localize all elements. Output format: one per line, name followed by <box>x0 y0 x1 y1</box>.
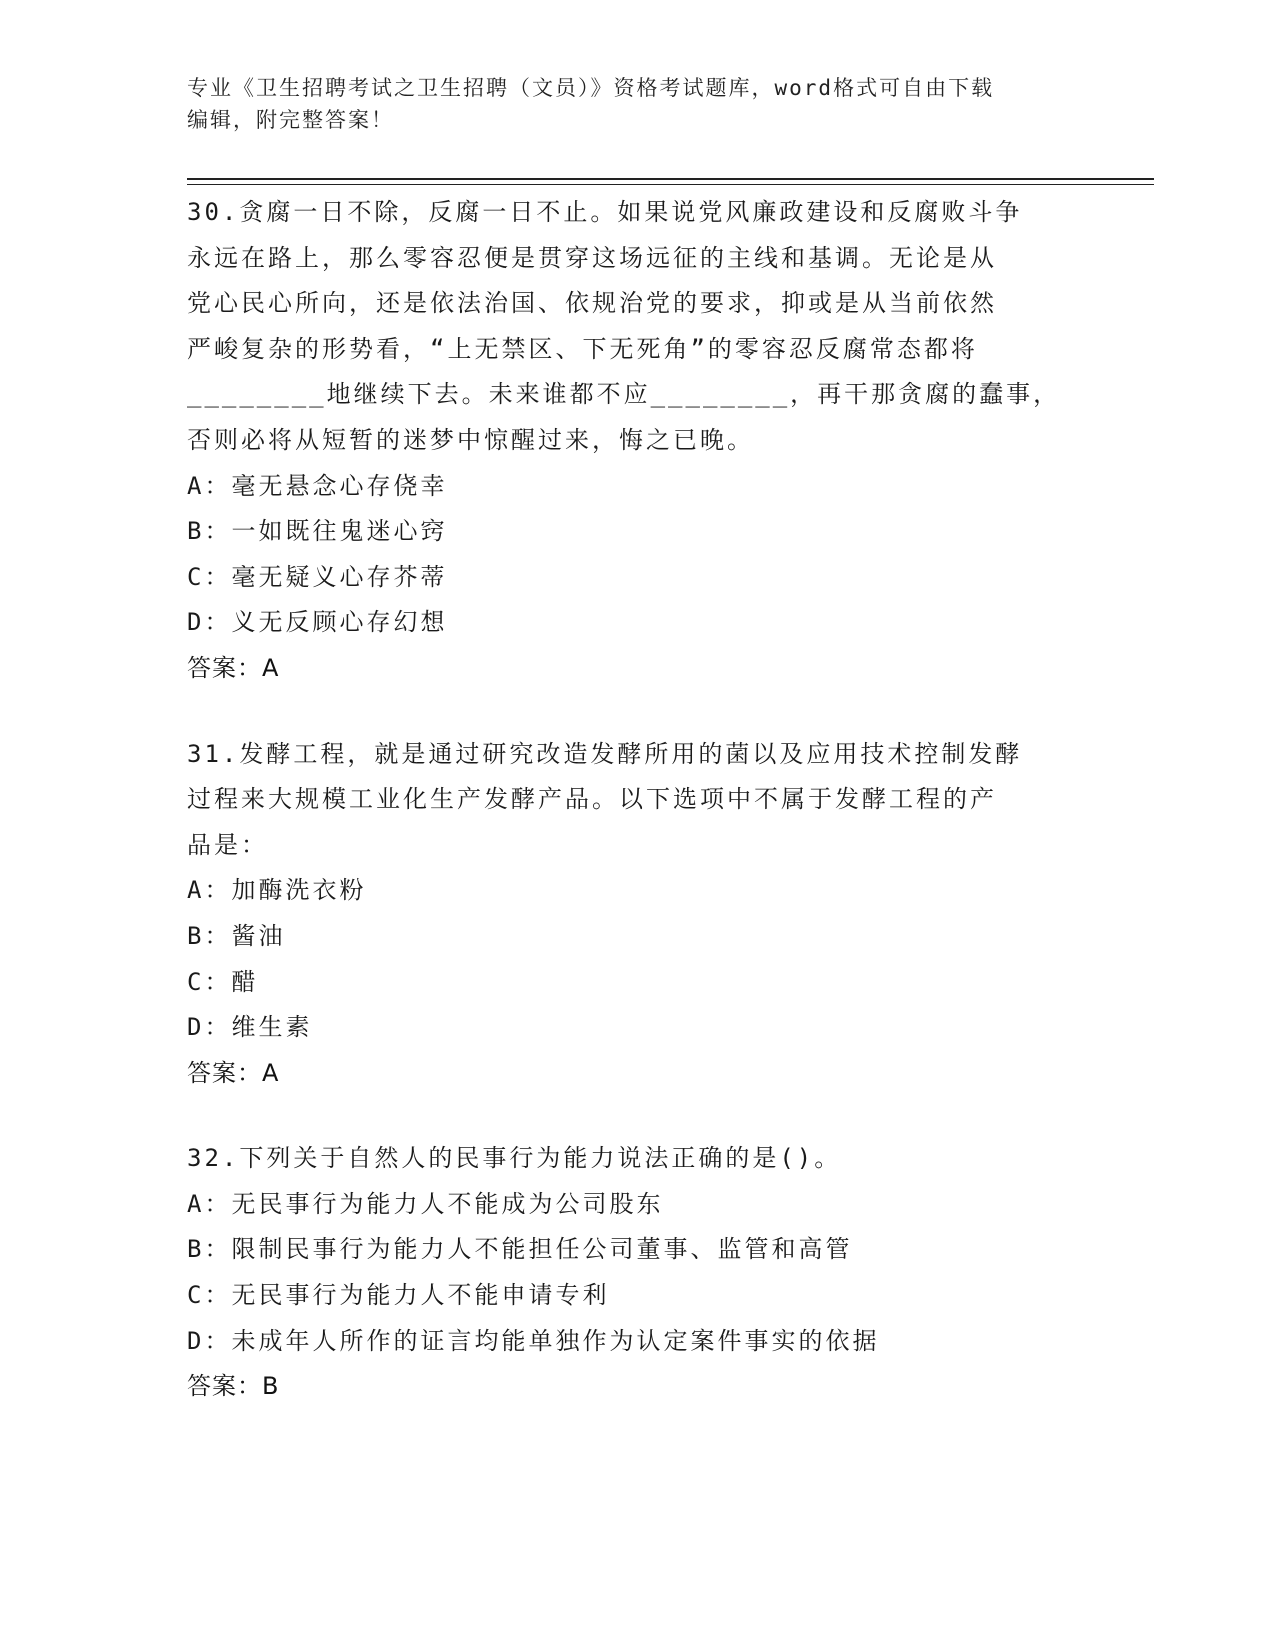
answer-label: 答案：B <box>187 1372 280 1401</box>
option-a: A：毫无悬念心存侥幸 <box>187 471 448 500</box>
option-a: A：无民事行为能力人不能成为公司股东 <box>187 1189 664 1218</box>
question-30 <box>187 190 1087 692</box>
question-stem-line: 31.发酵工程，就是通过研究改造发酵所用的菌以及应用技术控制发酵 <box>187 739 1023 768</box>
answer-label: 答案：A <box>187 1058 280 1087</box>
option-b: B：一如既往鬼迷心窍 <box>187 517 448 546</box>
question-stem-line: 否则必将从短暂的迷梦中惊醒过来，悔之已晚。 <box>187 425 754 454</box>
option-d: D：义无反顾心存幻想 <box>187 608 448 637</box>
header-rule-thin <box>187 184 1154 185</box>
option-c: C：毫无疑义心存芥蒂 <box>187 562 448 591</box>
option-d: D：未成年人所作的证言均能单独作为认定案件事实的依据 <box>187 1326 880 1355</box>
option-d: D：维生素 <box>187 1013 313 1042</box>
question-stem-line: 党心民心所向，还是依法治国、依规治党的要求，抑或是从当前依然 <box>187 289 997 318</box>
question-stem-line: 严峻复杂的形势看，“上无禁区、下无死角”的零容忍反腐常态都将 <box>187 334 978 363</box>
option-c: C：无民事行为能力人不能申请专利 <box>187 1281 610 1310</box>
question-32 <box>187 1136 1087 1410</box>
header-line-2: 编辑，附完整答案！ <box>187 108 394 132</box>
question-stem-line: 30.贪腐一日不除，反腐一日不止。如果说党风廉政建设和反腐败斗争 <box>187 198 1023 226</box>
header-line-1: 专业《卫生招聘考试之卫生招聘（文员）》资格考试题库，word格式可自由下载 <box>187 76 995 100</box>
question-31 <box>187 732 1087 1097</box>
question-stem-line: 过程来大规模工业化生产发酵产品。以下选项中不属于发酵工程的产 <box>187 785 997 814</box>
option-c: C：醋 <box>187 967 259 996</box>
question-stem-line: ________地继续下去。未来谁都不应________，再干那贪腐的蠢事， <box>187 380 1061 409</box>
answer-label: 答案：A <box>187 653 280 682</box>
option-a: A：加酶洗衣粉 <box>187 876 367 905</box>
document-header <box>187 72 1087 136</box>
question-list <box>187 190 1087 1450</box>
header-rule-thick <box>187 178 1154 180</box>
option-b: B：酱油 <box>187 921 286 950</box>
question-stem-line: 品是： <box>187 830 268 859</box>
option-b: B：限制民事行为能力人不能担任公司董事、监管和高管 <box>187 1235 853 1264</box>
question-stem-line: 32.下列关于自然人的民事行为能力说法正确的是()。 <box>187 1144 842 1173</box>
question-stem-line: 永远在路上，那么零容忍便是贯穿这场远征的主线和基调。无论是从 <box>187 243 997 272</box>
